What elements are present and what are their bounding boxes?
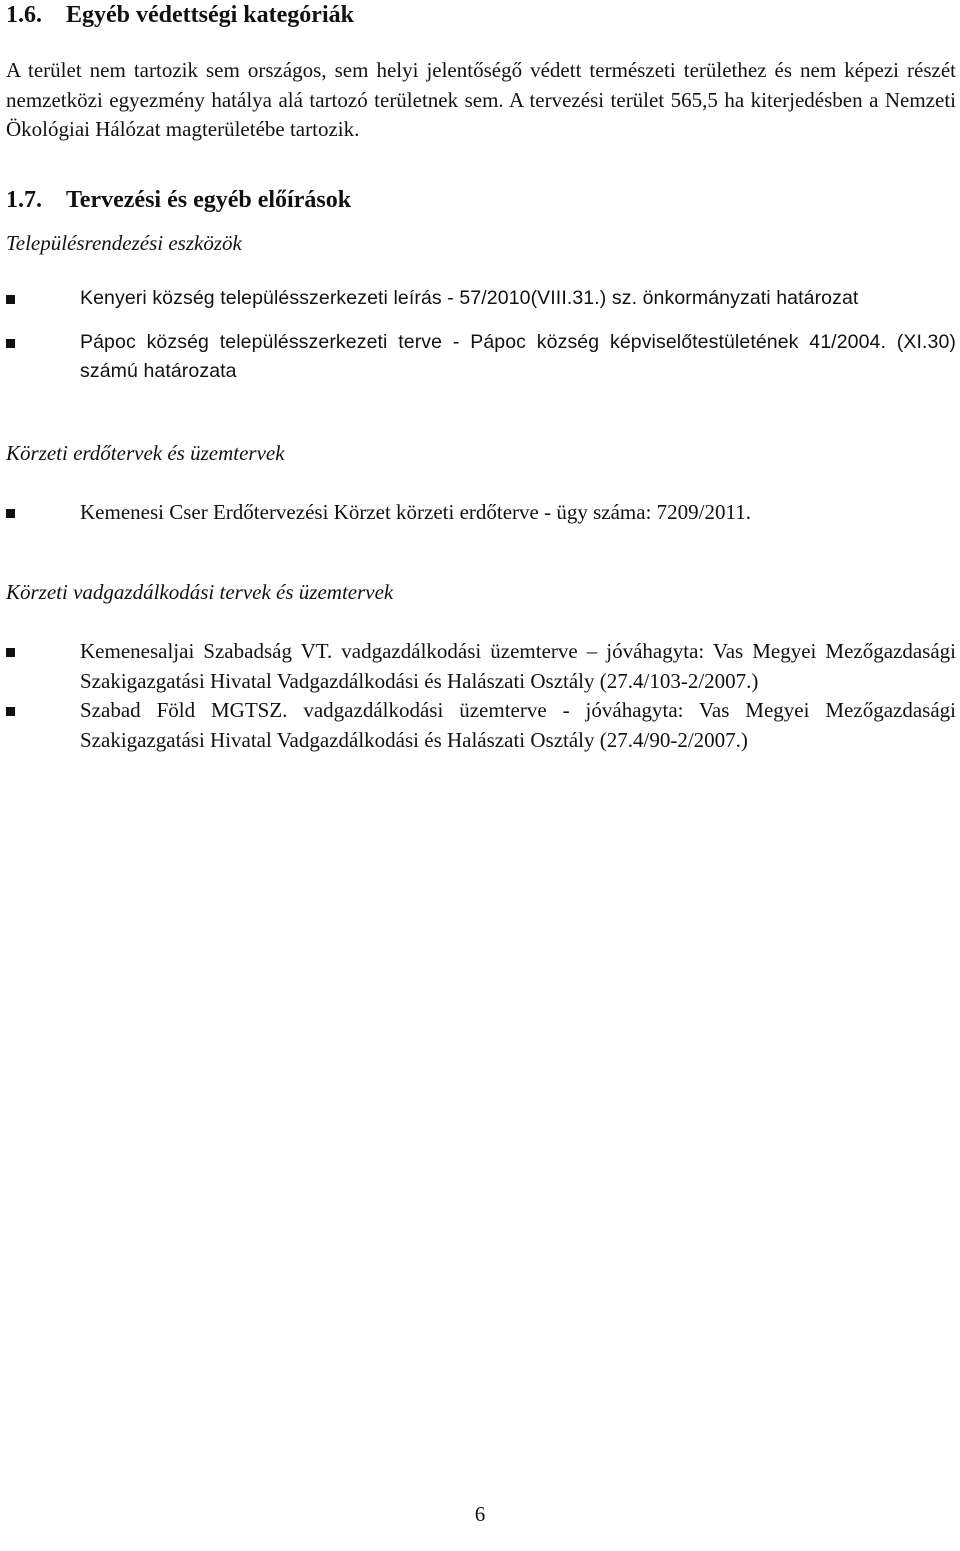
subheading-telepulesrendezesi: Településrendezési eszközök — [6, 230, 242, 255]
document-page — [6, 0, 956, 755]
list-item-text: Kemenesi Cser Erdőtervezési Körzet körzeti erdőterve - ügy száma: 7209/2011. — [80, 500, 751, 524]
bullet-list — [6, 637, 956, 755]
subheading-korzeti-vadgazdalkodasi: Körzeti vadgazdálkodási tervek és üzemtervek — [6, 579, 394, 604]
section-number: 1.6. — [6, 2, 42, 28]
square-bullet-icon — [6, 648, 15, 657]
list-item-text: Pápoc község településszerkezeti terve - Pápoc község képviselőtestületének 41/2004. (XI.30) számú határozata — [80, 330, 956, 382]
list-item — [6, 637, 956, 696]
bullet-list — [6, 498, 956, 528]
section-1-7-heading — [6, 185, 956, 215]
list-item — [6, 696, 956, 755]
section-number: 1.7. — [6, 186, 42, 213]
section-1-6-paragraph: A terület nem tartozik sem országos, sem helyi jelentőségő védett természeti területhez és nem képezi részét nemzetközi egyezmény hatálya alá tartozó területnek sem. A tervezési terület 565,5 ha kiterjedésben a Nemzeti Ökológiai Hálózat magterületébe tartozik. — [6, 58, 956, 141]
section-title: Egyéb védettségi kategóriák — [66, 2, 354, 28]
square-bullet-icon — [6, 509, 15, 518]
list-item-text: Kemenesaljai Szabadság VT. vadgazdálkodási üzemterve – jóváhagyta: Vas Megyei Mezőgazdasági Szakigazgatási Hivatal Vadgazdálkodási és Halászati Osztály (27.4/103-2/2007.) — [80, 639, 956, 693]
section-title: Tervezési és egyéb előírások — [66, 186, 352, 213]
square-bullet-icon — [6, 339, 15, 348]
page-number: 6 — [474, 1502, 486, 1526]
section-1-6-heading — [6, 0, 956, 30]
list-item — [6, 284, 956, 314]
subheading-korzeti-erdotervek: Körzeti erdőtervek és üzemtervek — [6, 440, 285, 465]
list-item-text: Kenyeri község településszerkezeti leírás - 57/2010(VIII.31.) sz. önkormányzati határozat — [80, 287, 859, 309]
square-bullet-icon — [6, 707, 15, 716]
list-item — [6, 498, 956, 528]
square-bullet-icon — [6, 295, 15, 304]
list-item-text: Szabad Föld MGTSZ. vadgazdálkodási üzemterve - jóváhagyta: Vas Megyei Mezőgazdasági Szakigazgatási Hivatal Vadgazdálkodási és Halászati Osztály (27.4/90-2/2007.) — [80, 698, 956, 752]
list-item — [6, 328, 956, 387]
bullet-list — [6, 284, 956, 387]
